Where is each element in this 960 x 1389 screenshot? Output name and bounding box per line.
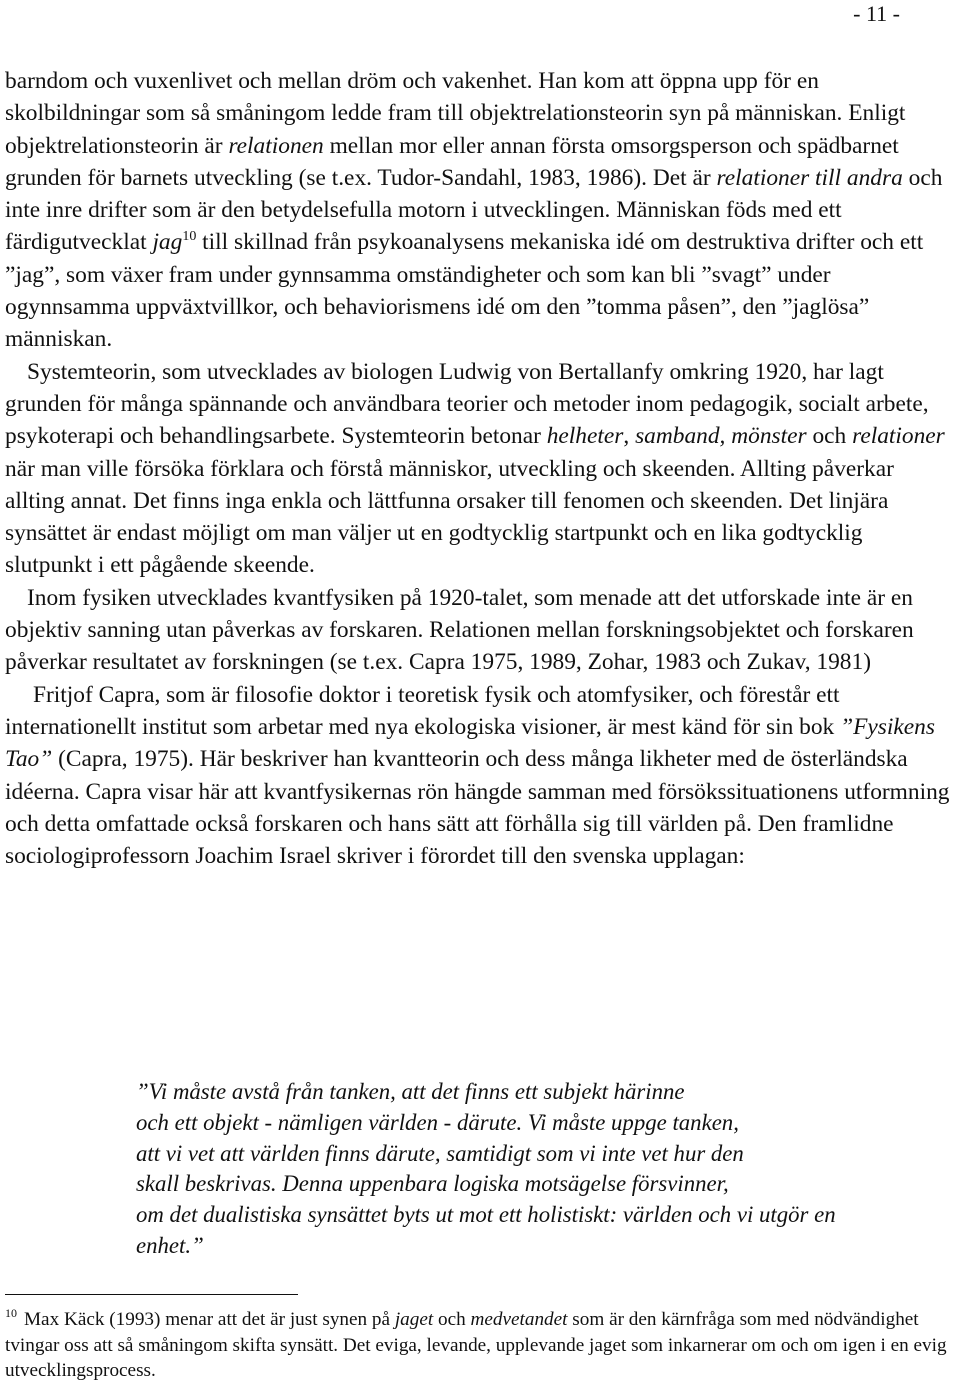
page-number: - 11 -: [853, 1, 900, 26]
quote-line: att vi vet att världen finns därute, samtidigt som vi inte vet hur den: [136, 1140, 744, 1166]
quote-line: ”Vi måste avstå från tanken, att det finns ett subjekt härinne: [136, 1079, 685, 1104]
footnote-divider: [5, 1294, 298, 1295]
block-quote: [136, 1077, 956, 1262]
book-title: ”Fysikens Tao”: [5, 713, 935, 773]
emphasis: relationer: [852, 423, 945, 450]
emphasis: samband, mönster: [635, 423, 807, 450]
footnote: [5, 1307, 950, 1384]
emphasis: helheter: [546, 423, 624, 450]
footnote-marker: 10: [5, 1306, 17, 1320]
body-text: [5, 65, 955, 872]
quote-line: och ett objekt - nämligen världen - därute. Vi måste uppge tanken,: [136, 1109, 739, 1135]
paragraph: Systemteorin, som utvecklades av biologen Ludwig von Bertallanfy omkring 1920, har lagt grunden för många spännande och användbara teorier och metoder inom pedagogik, socialt arbete, psykoterapi och behandlingsarbete. Systemteorin betonar helheter, samband, mönster och relationer när man ville försöka förklara och förstå människor, utveckling och skeenden. Allting påverkar allting annat. Det finns inga enkla och lättfunna orsaker till fenomen och skeenden. Det linjära synsättet är endast möjligt om man väljer ut en godtycklig startpunkt och en lika godtycklig slutpunkt i ett pågående skeende.: [5, 358, 945, 579]
footnote-text: Max Käck (1993) menar att det är just synen på jaget och medvetandet som är den kärnfråga som med nödvändighet tvingar oss att så småningom skifta synsätt. Det eviga, levande, upplevande jaget som inkarnerar om och om igen i en evig utvecklingsprocess.: [5, 1309, 947, 1381]
emphasis: relationer till andra: [716, 164, 903, 191]
quote-line: om det dualistiska synsättet byts ut mot ett holistiskt: världen och vi utgör en: [136, 1202, 836, 1228]
emphasis: medvetandet: [470, 1309, 568, 1330]
paragraph: barndom och vuxenlivet och mellan dröm och vakenhet. Han kom att öppna upp för en skolbildningar som så småningom ledde fram till objektrelationsteorin syn på människan. Enligt objektrelationsteorin är relationen mellan mor eller annan första omsorgsperson och spädbarnet grunden för barnets utveckling (se t.ex. Tudor-Sandahl, 1983, 1986). Det är relationer till andra och inte inre drifter som är den betydelsefulla motorn i utvecklingen. Människan föds med ett färdigutvecklat jag$^{10}$ till skillnad från psykoanalysens mekaniska idé om destruktiva drifter och ett ”jag”, som växer fram under gynnsamma omständigheter och som kan bli ”svagt” under ogynnsamma uppväxtvillkor, och behaviorismens idé om den ”tomma påsen”, den ”jaglösa” människan.: [5, 68, 943, 353]
emphasis: relationen: [228, 132, 324, 159]
quote-line: skall beskrivas. Denna uppenbara logiska motsägelse försvinner,: [136, 1171, 729, 1197]
paragraph: Inom fysiken utvecklades kvantfysiken på 1920-talet, som menade att det utforskade inte är en objektiv sanning utan påverkas av forskaren. Relationen mellan forskningsobjektet och forskaren påverkar resultatet av forskningen (se t.ex. Capra 1975, 1989, Zohar, 1983 och Zukav, 1981): [5, 584, 914, 676]
emphasis: jaget: [394, 1309, 434, 1330]
footnote-reference[interactable]: 10: [182, 229, 197, 245]
paragraph: Fritjof Capra, som är filosofie doktor i teoretisk fysik och atomfysiker, och förestår ett internationellt institut som arbetar med nya ekologiska visioner, är mest känd för sin bok ”Fysikens Tao” (Capra, 1975). Här beskriver han kvantteorin och dess många likheter med de österländska idéerna. Capra visar här att kvantfysikernas rön hängde samman med försökssituationens utformning och detta omfattade också forskaren och hans sätt att förhålla sig till världen på. Den framlidne sociologiprofessorn Joachim Israel skriver i förordet till den svenska upplagan:: [5, 681, 950, 870]
quote-line: enhet.”: [136, 1232, 204, 1258]
emphasis: jag: [152, 229, 183, 256]
